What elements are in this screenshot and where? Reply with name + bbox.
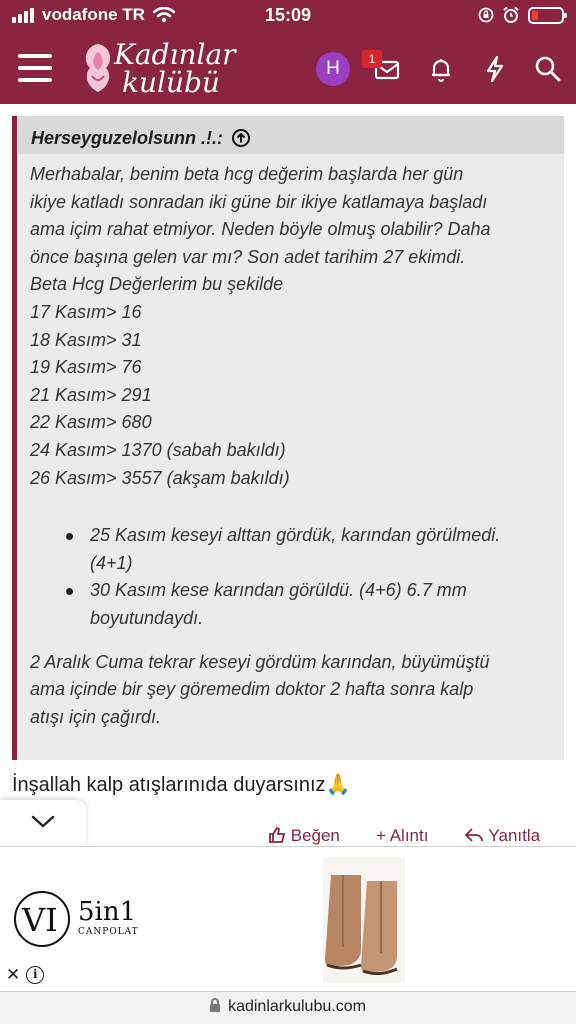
hcg-value-line: 19 Kasım> 76 xyxy=(30,357,142,378)
quote-line: 2 Aralık Cuma tekrar keseyi gördüm karından, büyümüştü xyxy=(30,651,490,672)
brand-monogram-icon xyxy=(12,889,74,949)
logo-text-line2: kulübü xyxy=(122,66,220,99)
ad-brand-number: 5in1 xyxy=(78,897,137,927)
praying-hands-emoji: 🙏 xyxy=(325,774,351,796)
quote-bullet-list xyxy=(30,522,554,632)
close-icon[interactable]: ✕ xyxy=(6,965,21,984)
list-item: 25 Kasım keseyi alttan gördük, karından görülmedi. (4+1) xyxy=(90,522,554,577)
reply-button[interactable]: Yanıtla xyxy=(464,826,540,846)
site-logo[interactable] xyxy=(78,36,238,98)
logo-text-line1: Kadınlar xyxy=(114,38,236,71)
user-avatar[interactable]: H xyxy=(316,52,350,86)
lock-icon xyxy=(210,1004,220,1012)
post-actions xyxy=(0,826,576,846)
reply-text: İnşallah kalp atışlarınıda duyarsınız🙏 xyxy=(12,774,351,796)
lightning-icon[interactable] xyxy=(480,54,510,84)
ad-brand-logo[interactable] xyxy=(12,889,152,949)
search-icon[interactable] xyxy=(533,54,563,84)
hcg-value-line: 21 Kasım> 291 xyxy=(30,384,152,405)
quote-header xyxy=(17,116,564,154)
thumbs-up-icon xyxy=(268,827,286,843)
quote-line: atışı için çağırdı. xyxy=(30,706,162,727)
quote-author[interactable]: Herseyguzelolsunn .!.: xyxy=(31,127,224,148)
quoted-post xyxy=(12,116,564,760)
hcg-value-line: 17 Kasım> 16 xyxy=(30,301,142,322)
bell-icon[interactable] xyxy=(426,54,456,84)
quote-line: Merhabalar, benim beta hcg değerim başlarda her gün xyxy=(30,164,464,184)
jump-to-quote-icon[interactable] xyxy=(231,128,251,148)
orientation-lock-icon xyxy=(478,7,494,23)
clock: 15:09 xyxy=(264,5,312,25)
quote-line: ama içinde bir şey göremedim doktor 2 hafta sonra kalp xyxy=(30,679,474,700)
hcg-value-line: 18 Kasım> 31 xyxy=(30,329,142,350)
like-button[interactable]: Beğen xyxy=(268,826,340,846)
collapse-ad-button[interactable] xyxy=(0,800,86,846)
advertisement-banner[interactable] xyxy=(0,846,576,992)
menu-icon[interactable] xyxy=(18,54,52,82)
reply-arrow-icon xyxy=(464,827,484,843)
quote-line: ama içim rahat etmiyor. Neden böyle olmuş olabilir? Daha xyxy=(30,219,491,240)
hcg-value-line: 24 Kasım> 1370 (sabah bakıldı) xyxy=(30,439,286,460)
info-icon[interactable]: i xyxy=(26,966,44,984)
quote-button[interactable]: + Alıntı xyxy=(376,826,429,845)
inbox-badge: 1 xyxy=(362,50,382,68)
battery-icon xyxy=(528,7,564,24)
quote-line: ikiye katladı sonradan iki güne bir ikiye katlamaya başladı xyxy=(30,191,488,212)
browser-url-bar[interactable] xyxy=(0,992,576,1024)
url-text: kadinlarkulubu.com xyxy=(228,998,366,1015)
quote-line: önce başına gelen var mı? Son adet tarihim 27 ekimdi. xyxy=(30,246,466,267)
ad-boot-image[interactable] xyxy=(323,857,405,983)
list-item: 30 Kasım kese karından görüldü. (4+6) 6.7 mm boyutundaydı. xyxy=(90,577,554,632)
logo-flower-icon xyxy=(78,40,118,96)
status-bar xyxy=(0,0,576,32)
chevron-down-icon xyxy=(30,814,56,830)
svg-text:VI: VI xyxy=(22,901,58,939)
hcg-value-line: 26 Kasım> 3557 (akşam bakıldı) xyxy=(30,467,290,488)
ad-controls xyxy=(6,965,44,985)
quote-line: Beta Hcg Değerlerim bu şekilde xyxy=(30,274,284,295)
quote-body xyxy=(17,154,564,731)
carrier-name: vodafone TR xyxy=(42,5,145,24)
hcg-value-line: 22 Kasım> 680 xyxy=(30,412,152,433)
site-header xyxy=(0,32,576,104)
ad-brand-name: CANPOLAT xyxy=(78,927,139,937)
alarm-icon xyxy=(502,6,520,24)
